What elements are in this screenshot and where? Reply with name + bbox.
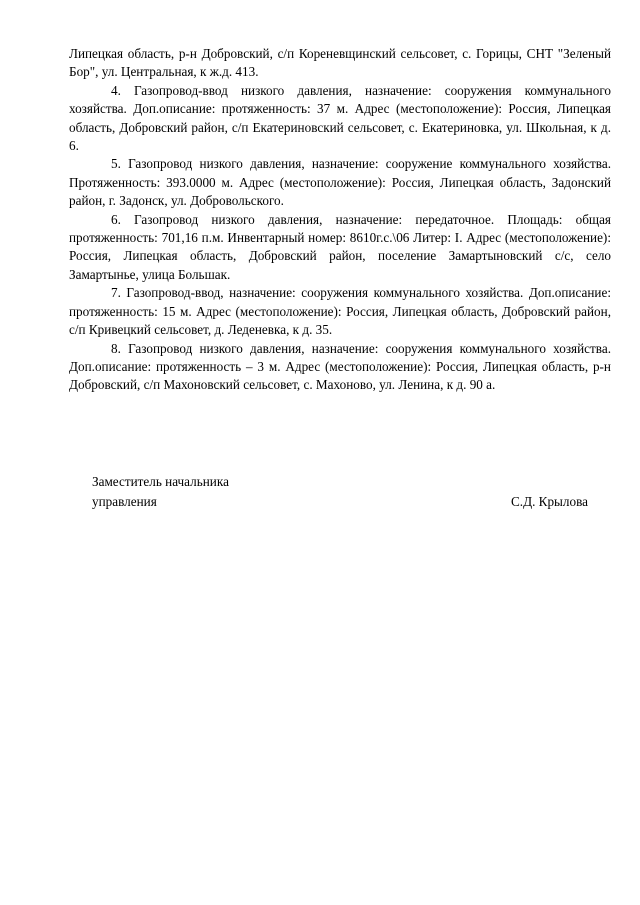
list-item-8: 8. Газопровод низкого давления, назначение: сооружения коммунального хозяйства. Доп.описание: протяженность – 3 м. Адрес (местоположение): Россия, Липецкая область, р-н Добровский, с/п Махоновский сельсовет, с. Махоново, ул. Ленина, к д. 90 а.: [69, 340, 611, 393]
document-body: [69, 45, 611, 395]
signer-title-line2: управления: [92, 494, 157, 509]
signature-block: [92, 472, 588, 512]
list-item-6: 6. Газопровод низкого давления, назначение: передаточное. Площадь: общая протяженность: 701,16 п.м. Инвентарный номер: 8610г.с.\06 Литер: I. Адрес (местоположение): Россия, Липецкая область, Добровский район, поселение Замартыновский с/с, село Замартынье, улица Большак.: [69, 211, 611, 282]
list-item-5: 5. Газопровод низкого давления, назначение: сооружение коммунального хозяйства. Протяженность: 393.0000 м. Адрес (местоположение): Россия, Липецкая область, Задонский район, г. Задонск, ул. Добровольского.: [69, 156, 611, 209]
address-continuation-paragraph: Липецкая область, р-н Добровский, с/п Кореневщинский сельсовет, с. Горицы, СНТ "Зеленый Бор", ул. Центральная, к ж.д. 413.: [69, 46, 611, 80]
list-item-4: 4. Газопровод-ввод низкого давления, назначение: сооружения коммунального хозяйства. Доп.описание: протяженность: 37 м. Адрес (местоположение): Россия, Липецкая область, Добровский район, с/п Екатериновский сельсовет, с. Екатериновка, ул. Школьная, к д. 6.: [69, 82, 611, 154]
signer-title-line1: Заместитель начальника: [92, 474, 229, 489]
signer-name: С.Д. Крылова: [510, 494, 588, 509]
list-item-7: 7. Газопровод-ввод, назначение: сооружения коммунального хозяйства. Доп.описание: протяженность: 15 м. Адрес (местоположение): Россия, Липецкая область, Добровский район, с/п Кривецкий сельсовет, д. Леденевка, к д. 35.: [69, 285, 611, 338]
signature-row: [92, 492, 588, 512]
